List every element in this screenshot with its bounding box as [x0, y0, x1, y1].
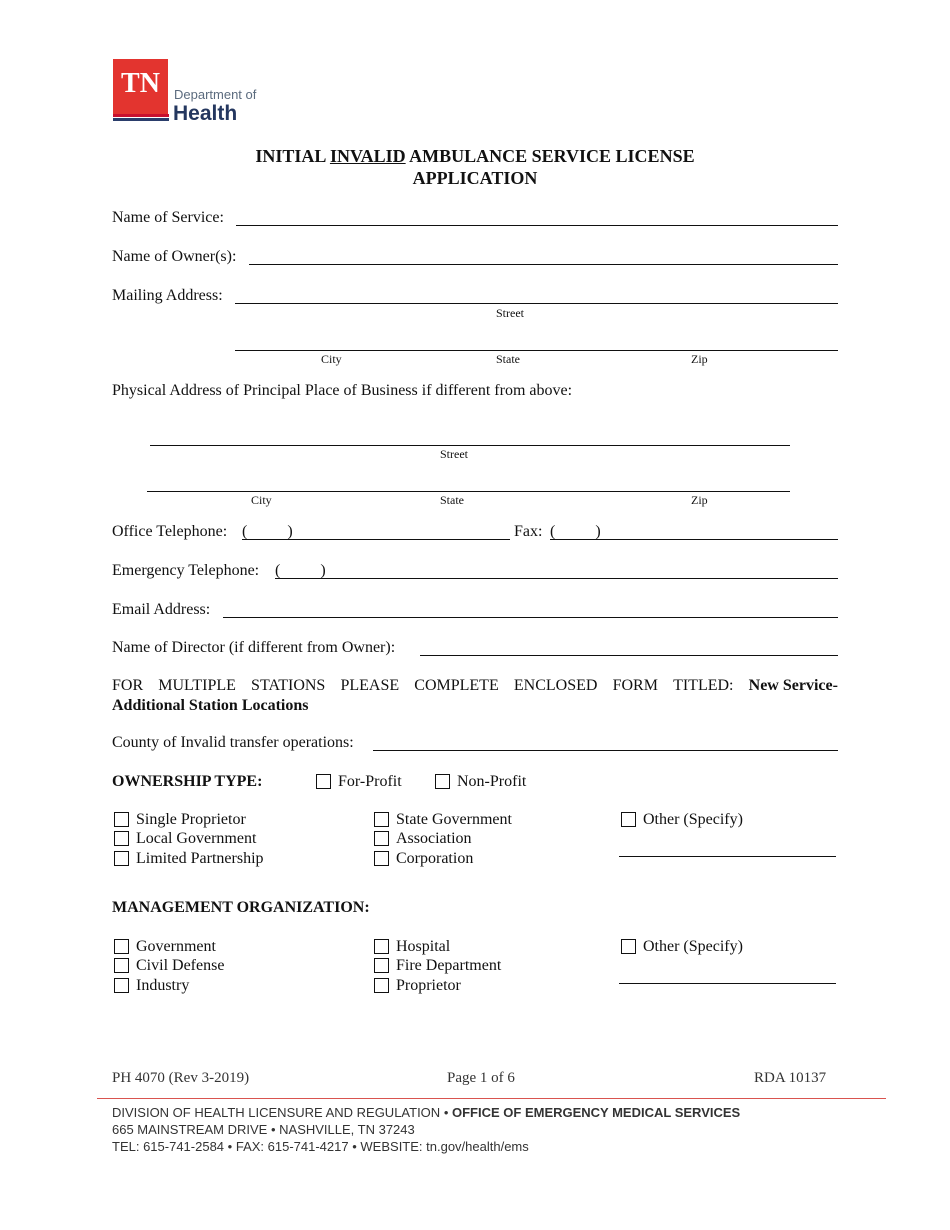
bullet: •	[227, 1139, 233, 1154]
limited-partnership-checkbox[interactable]	[114, 851, 129, 866]
for-profit-label: For-Profit	[338, 773, 402, 790]
non-profit-checkbox[interactable]	[435, 774, 450, 789]
industry-label: Industry	[136, 977, 190, 994]
county-label: County of Invalid transfer operations:	[112, 734, 354, 751]
state-government-label: State Government	[396, 811, 512, 828]
form-title-line2: APPLICATION	[412, 168, 538, 188]
physical-city-caption: City	[251, 493, 272, 507]
emergency-phone-area-code: ( )	[275, 562, 326, 579]
ownership-type-heading: OWNERSHIP TYPE:	[112, 773, 263, 790]
telephone: TEL: 615-741-2584	[112, 1139, 225, 1154]
name-of-owners-label: Name of Owner(s):	[112, 248, 237, 265]
bullet: •	[270, 1122, 276, 1137]
local-government-label: Local Government	[136, 830, 257, 847]
logo-navy-bar	[113, 118, 169, 121]
single-proprietor-checkbox[interactable]	[114, 812, 129, 827]
fire-department-label: Fire Department	[396, 957, 502, 974]
multiple-stations-notice: FOR MULTIPLE STATIONS PLEASE COMPLETE ENCLOSED FORM TITLED: New Service-	[112, 677, 838, 694]
logo-health-text: Health	[173, 102, 238, 125]
emergency-telephone-field[interactable]	[275, 578, 838, 579]
fax-area-code: ( )	[550, 523, 601, 540]
local-government-checkbox[interactable]	[114, 831, 129, 846]
website[interactable]: WEBSITE: tn.gov/health/ems	[360, 1139, 529, 1154]
office-telephone-field[interactable]	[242, 539, 510, 540]
email-address-label: Email Address:	[112, 601, 211, 618]
single-proprietor-label: Single Proprietor	[136, 811, 246, 828]
fax-field[interactable]	[550, 539, 838, 540]
street-address: 665 MAINSTREAM DRIVE	[112, 1122, 268, 1137]
for-profit-checkbox[interactable]	[316, 774, 331, 789]
fax-label: Fax:	[514, 523, 543, 540]
mailing-zip-caption: Zip	[691, 352, 708, 366]
title-prefix: INITIAL	[255, 146, 326, 166]
proprietor-label: Proprietor	[396, 977, 461, 994]
physical-address-label: Physical Address of Principal Place of Business if different from above:	[112, 382, 573, 399]
office-name: OFFICE OF EMERGENCY MEDICAL SERVICES	[452, 1105, 741, 1120]
ownership-other-checkbox[interactable]	[621, 812, 636, 827]
name-of-service-label: Name of Service:	[112, 209, 224, 226]
bullet: •	[352, 1139, 357, 1154]
management-other-label: Other (Specify)	[643, 938, 743, 955]
mailing-address-label: Mailing Address:	[112, 287, 223, 304]
new-service-form-name: New Service-	[748, 677, 838, 694]
management-organization-heading: MANAGEMENT ORGANIZATION:	[112, 899, 370, 916]
management-other-specify-field[interactable]	[619, 983, 836, 984]
government-label: Government	[136, 938, 216, 955]
office-phone-area-code: ( )	[242, 523, 293, 540]
mailing-state-caption: State	[496, 352, 520, 366]
mailing-street-caption: Street	[496, 306, 524, 320]
mailing-city-caption: City	[321, 352, 342, 366]
name-of-service-field[interactable]	[236, 225, 838, 226]
city-state-zip: NASHVILLE, TN 37243	[279, 1122, 415, 1137]
civil-defense-label: Civil Defense	[136, 957, 225, 974]
civil-defense-checkbox[interactable]	[114, 958, 129, 973]
management-other-checkbox[interactable]	[621, 939, 636, 954]
bullet: •	[443, 1105, 449, 1120]
state-government-checkbox[interactable]	[374, 812, 389, 827]
fire-department-checkbox[interactable]	[374, 958, 389, 973]
email-address-field[interactable]	[223, 617, 838, 618]
hospital-checkbox[interactable]	[374, 939, 389, 954]
ownership-other-specify-field[interactable]	[619, 856, 836, 857]
name-of-owners-field[interactable]	[249, 264, 838, 265]
division-name: DIVISION OF HEALTH LICENSURE AND REGULATION	[112, 1105, 441, 1120]
division-line-1	[112, 1106, 740, 1119]
logo-tn-text: TN	[121, 68, 160, 99]
association-checkbox[interactable]	[374, 831, 389, 846]
association-label: Association	[396, 830, 472, 847]
corporation-checkbox[interactable]	[374, 851, 389, 866]
proprietor-checkbox[interactable]	[374, 978, 389, 993]
office-telephone-label: Office Telephone:	[112, 523, 228, 540]
ownership-other-label: Other (Specify)	[643, 811, 743, 828]
physical-state-caption: State	[440, 493, 464, 507]
government-checkbox[interactable]	[114, 939, 129, 954]
industry-checkbox[interactable]	[114, 978, 129, 993]
additional-station-locations: Additional Station Locations	[112, 697, 309, 714]
logo-department-text: Department of	[174, 87, 257, 102]
limited-partnership-label: Limited Partnership	[136, 850, 264, 867]
physical-street-field[interactable]	[150, 445, 790, 446]
footer-divider	[97, 1098, 886, 1099]
emergency-telephone-label: Emergency Telephone:	[112, 562, 260, 579]
rda-number: RDA 10137	[754, 1070, 827, 1086]
hospital-label: Hospital	[396, 938, 451, 955]
physical-street-caption: Street	[440, 447, 468, 461]
fax-number: FAX: 615-741-4217	[235, 1139, 349, 1154]
name-of-director-field[interactable]	[420, 655, 838, 656]
mailing-street-field[interactable]	[235, 303, 838, 304]
title-suffix: AMBULANCE SERVICE LICENSE	[409, 146, 695, 166]
physical-city-state-zip-field[interactable]	[147, 491, 790, 492]
form-title-line1	[0, 147, 950, 165]
logo-red-bar	[113, 114, 169, 117]
division-line-2	[112, 1123, 415, 1136]
county-field[interactable]	[373, 750, 838, 751]
corporation-label: Corporation	[396, 850, 474, 867]
non-profit-label: Non-Profit	[457, 773, 527, 790]
name-of-director-label: Name of Director (if different from Owner):	[112, 639, 396, 656]
form-number: PH 4070 (Rev 3-2019)	[112, 1070, 250, 1086]
division-line-3	[112, 1140, 529, 1153]
title-underlined: INVALID	[329, 146, 406, 166]
physical-zip-caption: Zip	[691, 493, 708, 507]
mailing-city-state-zip-field[interactable]	[235, 350, 838, 351]
page-number: Page 1 of 6	[447, 1070, 515, 1086]
